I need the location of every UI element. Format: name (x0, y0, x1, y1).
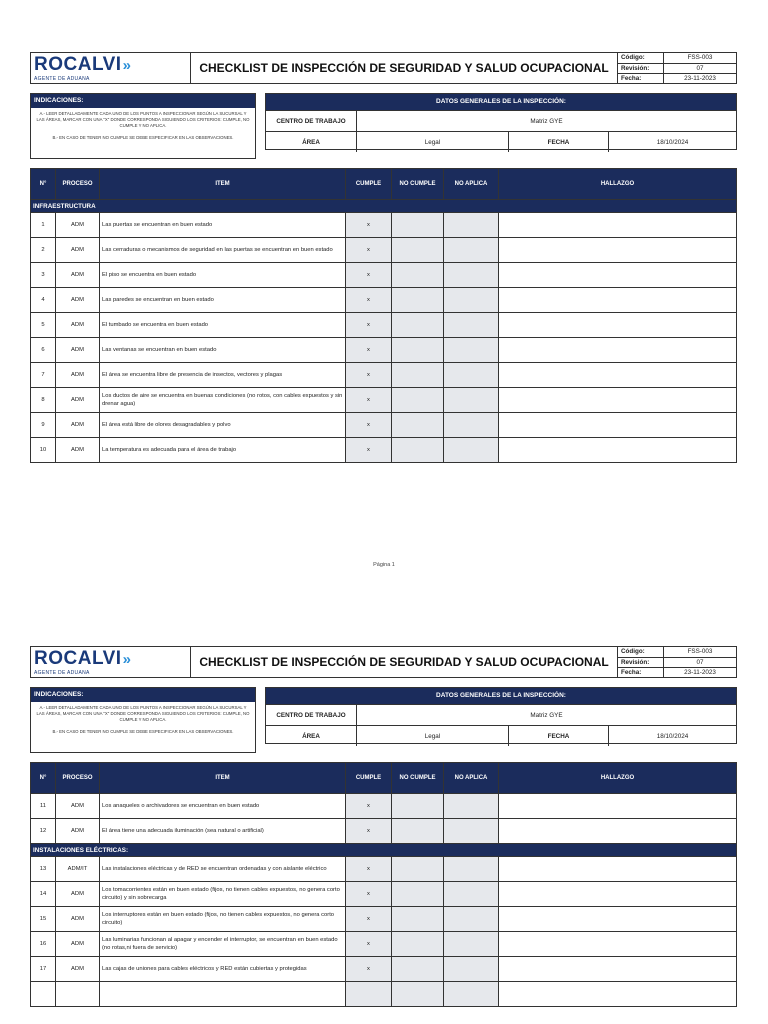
table-row (31, 363, 737, 388)
col-item: ITEM (100, 169, 346, 200)
row-item: Las cerraduras o mecanismos de seguridad en las puertas se encuentran en buen estado (100, 238, 346, 263)
row-process: ADM (56, 238, 100, 263)
table-row (31, 263, 737, 288)
row-no-cumple-mark[interactable] (392, 238, 444, 263)
document-meta (618, 53, 736, 83)
row-hallazgo[interactable] (499, 907, 737, 932)
row-item: El área está libre de olores desagradables y polvo (100, 413, 346, 438)
row-number: 5 (31, 313, 56, 338)
row-no-aplica-mark[interactable] (444, 288, 499, 313)
row-cumple-mark[interactable]: x (346, 882, 392, 907)
area-value: Legal (357, 726, 509, 746)
row-hallazgo[interactable] (499, 313, 737, 338)
document-title: CHECKLIST DE INSPECCIÓN DE SEGURIDAD Y SALUD OCUPACIONAL (191, 647, 618, 677)
table-row (31, 957, 737, 982)
row-process: ADM (56, 882, 100, 907)
row-cumple-mark[interactable]: x (346, 238, 392, 263)
row-no-cumple-mark[interactable] (392, 907, 444, 932)
row-no-aplica-mark[interactable] (444, 238, 499, 263)
row-item: Los ductos de aire se encuentra en buenas condiciones (no rotos, con cables expuestos y sin drenar agua) (100, 388, 346, 413)
table-row (31, 794, 737, 819)
row-number: 8 (31, 388, 56, 413)
indication-a: A.- LEER DETALLADAMENTE CADA UNO DE LOS PUNTOS A INSPECCIONAR SEGÚN LA SUCURSAL Y LAS ÁREAS, MARCAR CON UNA "X" DONDE CORRESPONDA SIGUIENDO LOS CRITERIOS: CUMPLE, NO CUMPLE Y NO APLICA. (36, 705, 250, 722)
row-process: ADM (56, 263, 100, 288)
meta-key: Revisión: (618, 64, 664, 74)
row-no-aplica-mark[interactable] (444, 957, 499, 982)
row-process: ADM (56, 363, 100, 388)
row-item: La temperatura es adecuada para el área de trabajo (100, 438, 346, 463)
table-row (31, 982, 737, 1007)
row-no-cumple-mark[interactable] (392, 957, 444, 982)
row-item: Las ventanas se encuentran en buen estado (100, 338, 346, 363)
row-process: ADM (56, 313, 100, 338)
form-header (30, 52, 737, 84)
general-data-title: DATOS GENERALES DE LA INSPECCIÓN: (266, 94, 736, 110)
row-no-cumple-mark[interactable] (392, 982, 444, 1007)
row-number: 9 (31, 413, 56, 438)
row-no-aplica-mark[interactable] (444, 338, 499, 363)
row-cumple-mark[interactable]: x (346, 957, 392, 982)
document-title: CHECKLIST DE INSPECCIÓN DE SEGURIDAD Y SALUD OCUPACIONAL (191, 53, 618, 83)
row-number: 15 (31, 907, 56, 932)
row-no-aplica-mark[interactable] (444, 388, 499, 413)
meta-value: 07 (696, 64, 704, 72)
row-cumple-mark[interactable]: x (346, 213, 392, 238)
row-hallazgo[interactable] (499, 388, 737, 413)
row-no-cumple-mark[interactable] (392, 288, 444, 313)
table-row (31, 238, 737, 263)
row-cumple-mark[interactable]: x (346, 363, 392, 388)
row-item: Las puertas se encuentran en buen estado (100, 213, 346, 238)
table-row (31, 213, 737, 238)
row-process: ADM (56, 819, 100, 844)
logo-arrows: » (122, 651, 132, 668)
row-hallazgo[interactable] (499, 413, 737, 438)
row-no-aplica-mark[interactable] (444, 982, 499, 1007)
logo-arrows: » (122, 57, 132, 74)
row-number: 3 (31, 263, 56, 288)
work-center-label: CENTRO DE TRABAJO (266, 111, 357, 131)
row-cumple-mark[interactable]: x (346, 819, 392, 844)
row-cumple-mark[interactable]: x (346, 932, 392, 957)
row-process: ADM (56, 388, 100, 413)
row-item: El piso se encuentra en buen estado (100, 263, 346, 288)
document-meta (618, 647, 736, 677)
area-label: ÁREA (266, 132, 357, 152)
checklist-table (30, 762, 737, 1007)
col-process: PROCESO (56, 763, 100, 794)
row-number: 11 (31, 794, 56, 819)
table-row (31, 882, 737, 907)
logo-name: ROCALVI (34, 54, 122, 75)
col-cumple: CUMPLE (346, 763, 392, 794)
company-logo (31, 53, 191, 83)
row-item: El tumbado se encuentra en buen estado (100, 313, 346, 338)
row-no-aplica-mark[interactable] (444, 794, 499, 819)
row-item: El área tiene una adecuada iluminación (sea natural o artificial) (100, 819, 346, 844)
row-hallazgo[interactable] (499, 932, 737, 957)
table-row (31, 907, 737, 932)
row-no-cumple-mark[interactable] (392, 263, 444, 288)
table-row (31, 932, 737, 957)
section-title: INFRAESTRUCTURA (31, 200, 737, 213)
table-row (31, 819, 737, 844)
logo-name: ROCALVI (34, 648, 122, 669)
row-no-cumple-mark[interactable] (392, 313, 444, 338)
col-number: N° (31, 763, 56, 794)
indications-box (30, 687, 256, 753)
logo-subtitle: AGENTE DE ADUANA (34, 670, 90, 676)
row-no-cumple-mark[interactable] (392, 819, 444, 844)
section-row (31, 200, 737, 213)
general-data-box (265, 93, 737, 150)
meta-value: 23-11-2023 (684, 75, 716, 82)
form-header (30, 646, 737, 678)
table-row (31, 288, 737, 313)
row-no-cumple-mark[interactable] (392, 932, 444, 957)
row-no-aplica-mark[interactable] (444, 907, 499, 932)
row-no-cumple-mark[interactable] (392, 794, 444, 819)
row-hallazgo[interactable] (499, 213, 737, 238)
row-item: Las luminarias funcionan al apagar y encender el interruptor, se encuentran en buen estado (no rotas,ni fuera de servicio) (100, 932, 346, 957)
col-no-aplica: NO APLICA (444, 763, 499, 794)
row-cumple-mark[interactable]: x (346, 794, 392, 819)
page-number: Página 1 (373, 562, 395, 568)
row-cumple-mark[interactable]: x (346, 907, 392, 932)
meta-key: Código: (618, 53, 664, 63)
table-row (31, 388, 737, 413)
row-cumple-mark[interactable]: x (346, 388, 392, 413)
col-no-cumple: NO CUMPLE (392, 169, 444, 200)
row-number: 10 (31, 438, 56, 463)
row-process: ADM (56, 338, 100, 363)
date-label: FECHA (509, 726, 609, 746)
table-row (31, 857, 737, 882)
row-item (100, 982, 346, 1007)
row-hallazgo[interactable] (499, 819, 737, 844)
meta-key: Fecha: (618, 668, 664, 678)
col-cumple: CUMPLE (346, 169, 392, 200)
row-number: 17 (31, 957, 56, 982)
meta-key: Fecha: (618, 74, 664, 84)
indication-b: B.- EN CASO DE TENER NO CUMPLE SE DEBE ESPECIFICAR EN LAS OBSERVACIONES. (52, 729, 234, 734)
col-no-aplica: NO APLICA (444, 169, 499, 200)
row-cumple-mark[interactable] (346, 982, 392, 1007)
work-center-value: Matriz GYE (530, 711, 563, 719)
row-process: ADM (56, 794, 100, 819)
row-no-aplica-mark[interactable] (444, 263, 499, 288)
date-label: FECHA (509, 132, 609, 152)
row-no-cumple-mark[interactable] (392, 213, 444, 238)
row-process: ADM (56, 213, 100, 238)
row-hallazgo[interactable] (499, 363, 737, 388)
meta-value: FSS-003 (687, 648, 713, 655)
row-item: El área se encuentra libre de presencia de insectos, vectores y plagas (100, 363, 346, 388)
general-data-title: DATOS GENERALES DE LA INSPECCIÓN: (266, 688, 736, 704)
section-title: INSTALACIONES ELÉCTRICAS: (31, 844, 737, 857)
row-process (56, 982, 100, 1007)
row-hallazgo[interactable] (499, 857, 737, 882)
row-item: Las cajas de uniones para cables eléctricos y RED están cubiertas y protegidas (100, 957, 346, 982)
row-cumple-mark[interactable]: x (346, 413, 392, 438)
row-number (31, 982, 56, 1007)
date-value: 18/10/2024 (656, 732, 689, 740)
row-cumple-mark[interactable]: x (346, 338, 392, 363)
col-item: ITEM (100, 763, 346, 794)
row-process: ADM (56, 438, 100, 463)
row-number: 1 (31, 213, 56, 238)
row-cumple-mark[interactable]: x (346, 288, 392, 313)
table-row (31, 438, 737, 463)
row-process: ADM (56, 288, 100, 313)
row-hallazgo[interactable] (499, 288, 737, 313)
logo-subtitle: AGENTE DE ADUANA (34, 76, 90, 82)
row-no-aplica-mark[interactable] (444, 857, 499, 882)
row-no-aplica-mark[interactable] (444, 819, 499, 844)
row-number: 16 (31, 932, 56, 957)
section-row (31, 844, 737, 857)
row-number: 13 (31, 857, 56, 882)
checklist-table (30, 168, 737, 463)
row-no-aplica-mark[interactable] (444, 438, 499, 463)
table-header (31, 763, 737, 794)
work-center-value: Matriz GYE (530, 117, 563, 125)
row-item: Las paredes se encuentran en buen estado (100, 288, 346, 313)
row-number: 7 (31, 363, 56, 388)
row-no-cumple-mark[interactable] (392, 363, 444, 388)
row-number: 4 (31, 288, 56, 313)
col-number: N° (31, 169, 56, 200)
row-no-cumple-mark[interactable] (392, 438, 444, 463)
row-hallazgo[interactable] (499, 957, 737, 982)
general-data-box (265, 687, 737, 744)
row-no-cumple-mark[interactable] (392, 338, 444, 363)
col-hallazgo: HALLAZGO (499, 169, 737, 200)
indication-a: A.- LEER DETALLADAMENTE CADA UNO DE LOS PUNTOS A INSPECCIONAR SEGÚN LA SUCURSAL Y LAS ÁREAS, MARCAR CON UNA "X" DONDE CORRESPONDA SIGUIENDO LOS CRITERIOS: CUMPLE, NO CUMPLE Y NO APLICA. (36, 111, 250, 128)
row-hallazgo[interactable] (499, 882, 737, 907)
company-logo (31, 647, 191, 677)
row-process: ADM (56, 413, 100, 438)
row-no-aplica-mark[interactable] (444, 213, 499, 238)
date-value: 18/10/2024 (656, 138, 689, 146)
row-process: ADM/IT (56, 857, 100, 882)
indications-box (30, 93, 256, 159)
indication-b: B.- EN CASO DE TENER NO CUMPLE SE DEBE ESPECIFICAR EN LAS OBSERVACIONES. (52, 135, 234, 140)
row-no-aplica-mark[interactable] (444, 363, 499, 388)
row-cumple-mark[interactable]: x (346, 263, 392, 288)
row-cumple-mark[interactable]: x (346, 438, 392, 463)
row-hallazgo[interactable] (499, 982, 737, 1007)
table-row (31, 313, 737, 338)
table-row (31, 338, 737, 363)
row-process: ADM (56, 957, 100, 982)
row-number: 2 (31, 238, 56, 263)
meta-key: Revisión: (618, 658, 664, 668)
row-number: 14 (31, 882, 56, 907)
row-no-aplica-mark[interactable] (444, 413, 499, 438)
row-item: Los anaqueles o archivadores se encuentran en buen estado (100, 794, 346, 819)
row-hallazgo[interactable] (499, 263, 737, 288)
row-no-aplica-mark[interactable] (444, 932, 499, 957)
row-no-aplica-mark[interactable] (444, 882, 499, 907)
area-value: Legal (357, 132, 509, 152)
row-no-cumple-mark[interactable] (392, 413, 444, 438)
meta-key: Código: (618, 647, 664, 657)
row-no-cumple-mark[interactable] (392, 882, 444, 907)
col-hallazgo: HALLAZGO (499, 763, 737, 794)
table-row (31, 413, 737, 438)
row-cumple-mark[interactable]: x (346, 857, 392, 882)
row-number: 6 (31, 338, 56, 363)
indications-title: INDICACIONES: (31, 688, 255, 702)
row-item: Los tomacorrientes están en buen estado (fijos, no tienen cables expuestos, no genera corto circuito) y sin sobrecarga (100, 882, 346, 907)
table-header (31, 169, 737, 200)
row-hallazgo[interactable] (499, 338, 737, 363)
row-no-cumple-mark[interactable] (392, 388, 444, 413)
row-hallazgo[interactable] (499, 238, 737, 263)
row-hallazgo[interactable] (499, 438, 737, 463)
row-item: Las instalaciones eléctricas y de RED se encuentran ordenadas y con aislante eléctrico (100, 857, 346, 882)
col-process: PROCESO (56, 169, 100, 200)
row-cumple-mark[interactable]: x (346, 313, 392, 338)
work-center-label: CENTRO DE TRABAJO (266, 705, 357, 725)
meta-value: FSS-003 (687, 54, 713, 61)
meta-value: 23-11-2023 (684, 669, 716, 676)
meta-value: 07 (696, 658, 704, 666)
indications-title: INDICACIONES: (31, 94, 255, 108)
row-process: ADM (56, 907, 100, 932)
row-no-cumple-mark[interactable] (392, 857, 444, 882)
area-label: ÁREA (266, 726, 357, 746)
col-no-cumple: NO CUMPLE (392, 763, 444, 794)
row-no-aplica-mark[interactable] (444, 313, 499, 338)
row-number: 12 (31, 819, 56, 844)
row-item: Los interruptores están en buen estado (fijos, no tienen cables expuestos, no genera corto circuito) (100, 907, 346, 932)
row-process: ADM (56, 932, 100, 957)
row-hallazgo[interactable] (499, 794, 737, 819)
